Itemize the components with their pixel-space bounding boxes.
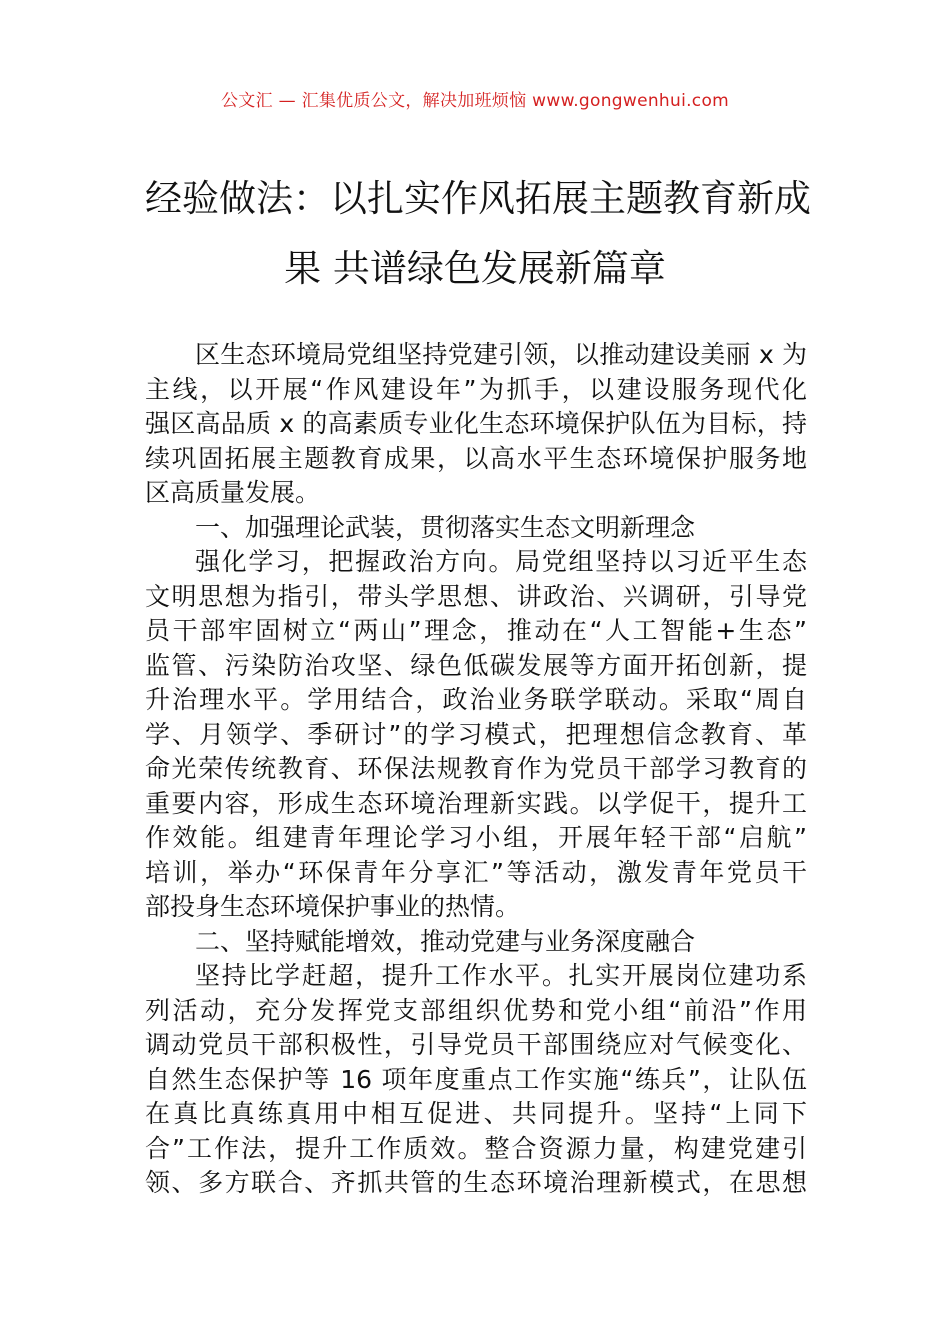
body-line: 调动党员干部积极性，引导党员干部围绕应对气候变化、: [145, 1030, 807, 1059]
body-line: 文明思想为指引，带头学思想、讲政治、兴调研，引导党: [145, 581, 807, 611]
body-line: 重要内容，形成生态环境治理新实践。以学促干，提升工: [145, 788, 807, 818]
body-line: 命光荣传统教育、环保法规教育作为党员干部学习教育的: [145, 754, 807, 783]
body-line: 培训，举办“环保青年分享汇”等活动，激发青年党员干: [145, 857, 807, 887]
body-line: 区生态环境局党组坚持党建引领，以推动建设美丽 x 为: [195, 340, 807, 369]
body-line: 列活动，充分发挥党支部组织优势和党小组“前沿”作用: [145, 995, 807, 1025]
document-body: [145, 338, 807, 1201]
body-line: 自然生态保护等 16 项年度重点工作实施“练兵”，让队伍: [145, 1064, 807, 1094]
document-title-line-1: 经验做法：以扎实作风拓展主题教育新成: [145, 177, 811, 220]
body-line: 学、月领学、季研讨”的学习模式，把理想信念教育、革: [145, 719, 807, 749]
watermark-header[interactable]: 公文汇 — 汇集优质公文，解决加班烦恼 www.gongwenhui.com: [220, 91, 730, 111]
body-line: 合”工作法，提升工作质效。整合资源力量，构建党建引: [145, 1133, 807, 1163]
body-line: 在真比真练真用中相互促进、共同提升。坚持“上同下: [145, 1099, 807, 1128]
section-heading: 一、加强理论武装，贯彻落实生态文明新理念: [195, 512, 696, 542]
body-line: 强区高品质 x 的高素质专业化生态环境保护队伍为目标，持: [145, 409, 807, 438]
body-line: 主线，以开展“作风建设年”为抓手，以建设服务现代化: [145, 374, 807, 404]
body-line: 领、多方联合、齐抓共管的生态环境治理新模式，在思想: [145, 1168, 807, 1197]
body-line: 强化学习，把握政治方向。局党组坚持以习近平生态: [195, 547, 807, 576]
section-heading: 二、坚持赋能增效，推动党建与业务深度融合: [195, 926, 696, 956]
body-line: 区高质量发展。: [145, 478, 321, 507]
document-title-line-2: 果 共谱绿色发展新篇章: [284, 247, 666, 290]
body-line: 部投身生态环境保护事业的热情。: [145, 892, 521, 921]
body-line: 员干部牢固树立“两山”理念，推动在“人工智能+生态”: [145, 616, 807, 645]
body-line: 作效能。组建青年理论学习小组，开展年轻干部“启航”: [145, 823, 807, 852]
body-line: 续巩固拓展主题教育成果，以高水平生态环境保护服务地: [145, 443, 807, 473]
body-line: 监管、污染防治攻坚、绿色低碳发展等方面开拓创新，提: [145, 650, 807, 680]
body-line: 坚持比学赶超，提升工作水平。扎实开展岗位建功系: [195, 961, 807, 990]
body-line: 升治理水平。学用结合，政治业务联学联动。采取“周自: [145, 685, 807, 714]
